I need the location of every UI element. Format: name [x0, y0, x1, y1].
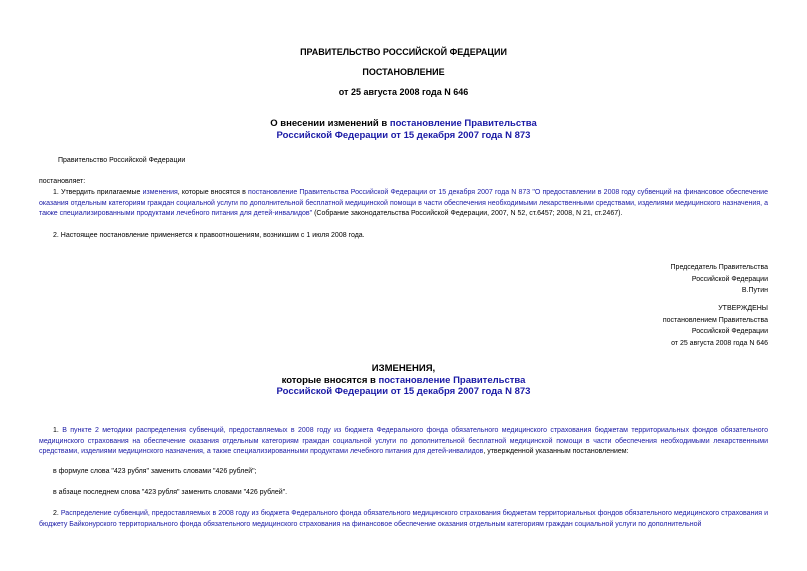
- change-2-distribution-link[interactable]: Распределение субвенций, предоставляемых в 2008 году из бюджета Федерального фонда обязательного медицинского страхования бюджетам территориальных фондов обязательного медицинского страхования и бюджету Байконурского территориального фонда обязательного медицинского страхования на финансовое обеспечение оказания отдельным категориям граждан социальной услуги по дополнительной: [39, 510, 768, 528]
- document-type: ПОСТАНОВЛЕНИЕ: [362, 67, 445, 77]
- change-1-methodology-link[interactable]: В пункте 2 методики распределения субвенций, предоставляемых в 2008 году из бюджета Федерального фонда обязательного медицинского страхования бюджетам территориальных фондов обязательного медицинского страхования на обеспечение оказания отдельным категориям граждан социальной услуги по дополнительной бесплатной медицинской помощи в части обеспечения необходимыми лекарственными средствами, изделиями медицинского назначения, а также специализированными продуктами лечебного питания для детей-инвалидов: [39, 427, 768, 455]
- preamble-resolves: постановляет:: [39, 178, 86, 185]
- signature-block: [671, 262, 768, 297]
- title-link-resolution[interactable]: постановление Правительства: [389, 118, 537, 129]
- title-prefix: О внесении изменений в: [270, 118, 390, 129]
- document-title: [0, 118, 807, 142]
- changes-heading: ИЗМЕНЕНИЯ,: [371, 363, 436, 374]
- document-date-number: от 25 августа 2008 года N 646: [338, 87, 469, 97]
- change-2-number: 2.: [53, 510, 59, 517]
- change-1: [39, 426, 768, 458]
- approval-heading: УТВЕРЖДЕНЫ: [718, 305, 768, 312]
- change-1-sub-a: в формуле слова "423 рубля" заменить словами "426 рублей";: [53, 468, 257, 475]
- approval-country: Российской Федерации: [691, 328, 768, 335]
- change-2: [39, 509, 768, 530]
- title-link-resolution-date[interactable]: Российской Федерации от 15 декабря 2007 года N 873: [276, 130, 531, 141]
- link-resolution-873[interactable]: постановление Правительства Российской Федерации от 15 декабря 2007 года N 873 "О предоставлении в 2008 году субвенций на финансовое обеспечение оказания отдельным категориям граждан социальной услуги по дополнительной бесплатной медицинской помощи в части обеспечения необходимыми лекарственными средствами, изделиями медицинского назначения, а также специализированными продуктами лечебного питания для детей-инвалидов": [39, 189, 768, 217]
- change-1-number: 1.: [53, 427, 63, 434]
- signature-name: В.Путин: [741, 287, 768, 294]
- signature-country: Российской Федерации: [691, 275, 768, 283]
- item-1-text-b: , которые вносятся в: [177, 189, 249, 196]
- item-1: [39, 188, 768, 220]
- change-1-tail: , утвержденной указанным постановлением:: [483, 448, 629, 455]
- changes-link-resolution[interactable]: постановление Правительства: [378, 374, 526, 386]
- item-1-text-a: 1. Утвердить прилагаемые: [53, 189, 143, 196]
- changes-prefix: которые вносятся в: [281, 374, 379, 386]
- changes-title: [0, 363, 807, 398]
- approval-by: постановлением Правительства: [662, 316, 768, 324]
- government-heading: ПРАВИТЕЛЬСТВО РОССИЙСКОЙ ФЕДЕРАЦИИ: [300, 47, 507, 57]
- link-changes[interactable]: изменения: [142, 189, 178, 196]
- approval-block: [663, 303, 768, 349]
- item-1-text-c: (Собрание законодательства Российской Федерации, 2007, N 52, ст.6457; 2008, N 21, ст.2467).: [312, 210, 623, 217]
- signature-title: Председатель Правительства: [670, 264, 768, 271]
- change-1-sub-b: в абзаце последнем слова "423 рубля" заменить словами "426 рублей".: [53, 489, 288, 496]
- item-2: 2. Настоящее постановление применяется к правоотношениям, возникшим с 1 июля 2008 года.: [53, 232, 365, 239]
- approval-date: от 25 августа 2008 года N 646: [671, 339, 768, 347]
- preamble-org: Правительство Российской Федерации: [58, 157, 186, 164]
- changes-link-resolution-date[interactable]: Российской Федерации от 15 декабря 2007 года N 873: [276, 386, 531, 397]
